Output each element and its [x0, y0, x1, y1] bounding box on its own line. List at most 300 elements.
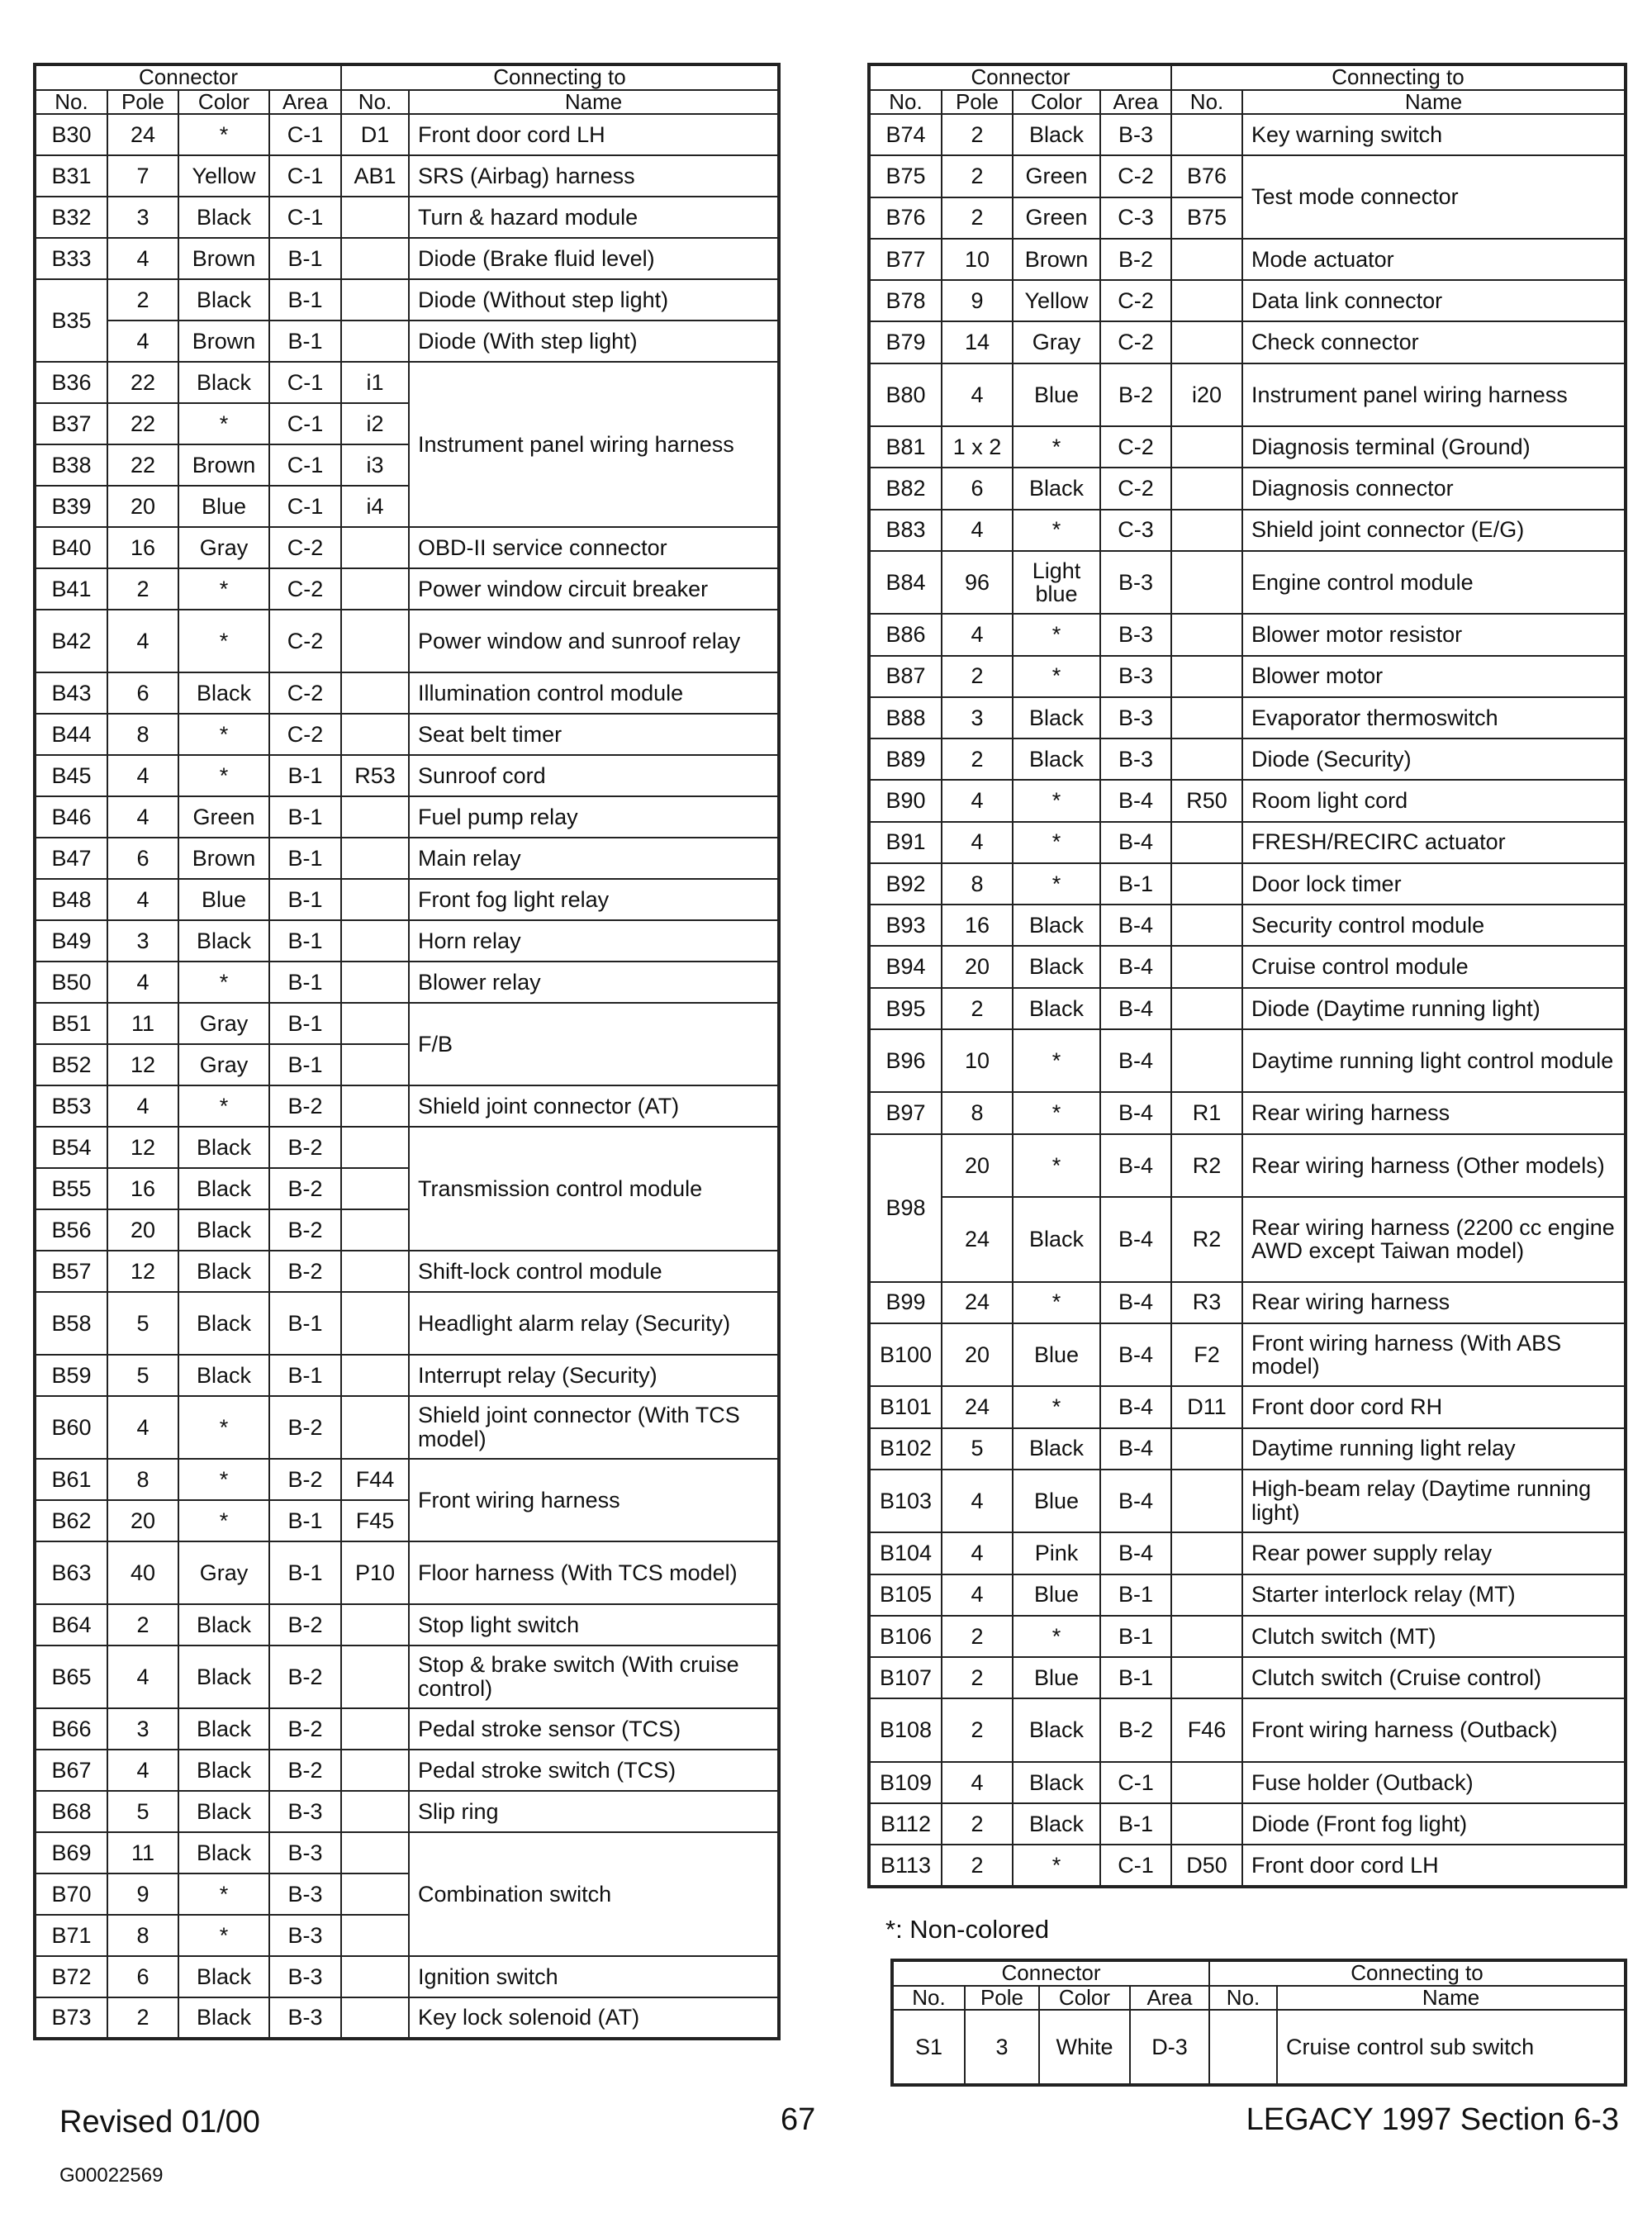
cell-pole: 24	[107, 114, 178, 155]
cell-pole: 10	[942, 1029, 1013, 1092]
cell-pole: 9	[942, 280, 1013, 321]
cell-pole: 6	[942, 468, 1013, 509]
cell-color: Green	[1013, 197, 1100, 239]
cell-area: C-1	[269, 114, 341, 155]
cell-pole: 8	[107, 1915, 178, 1956]
cell-to-no: i1	[341, 362, 409, 403]
cell-no: B37	[35, 403, 107, 444]
cell-name: Stop light switch	[409, 1604, 779, 1646]
cell-color: *	[178, 755, 269, 796]
cell-name: Pedal stroke sensor (TCS)	[409, 1708, 779, 1750]
cell-pole: 20	[942, 946, 1013, 987]
table-row	[869, 697, 1626, 738]
cell-pole: 16	[107, 527, 178, 568]
table-row	[869, 510, 1626, 551]
cell-name: Power window circuit breaker	[409, 568, 779, 610]
table-row	[869, 1092, 1626, 1133]
cell-pole: 20	[942, 1134, 1013, 1197]
cell-to-no	[341, 1915, 409, 1956]
cell-no: B42	[35, 610, 107, 672]
cell-pole: 16	[107, 1168, 178, 1209]
cell-name: High-beam relay (Daytime running light)	[1242, 1470, 1626, 1532]
table-row	[35, 879, 779, 920]
cell-area: B-1	[269, 920, 341, 962]
cell-to-no: D50	[1171, 1845, 1242, 1887]
col-name: Name	[409, 90, 779, 115]
cell-area: B-1	[269, 279, 341, 321]
col-pole: Pole	[942, 90, 1013, 115]
cell-color: Black	[178, 1292, 269, 1355]
cell-area: C-3	[1100, 510, 1171, 551]
cell-no: B80	[869, 363, 942, 426]
col-color: Color	[178, 90, 269, 115]
table-row	[35, 796, 779, 838]
cell-to-no	[1171, 510, 1242, 551]
cell-area: B-3	[1100, 656, 1171, 697]
cell-no: B94	[869, 946, 942, 987]
cell-no: B103	[869, 1470, 942, 1532]
cell-name: Front door cord RH	[1242, 1386, 1626, 1427]
cell-name: Test mode connector	[1242, 155, 1626, 239]
table-row	[869, 1574, 1626, 1616]
cell-color: Black	[1013, 1197, 1100, 1282]
cell-area: C-2	[1100, 155, 1171, 197]
cell-pole: 4	[107, 1396, 178, 1459]
cell-pole: 8	[107, 714, 178, 755]
cell-area: B-4	[1100, 1428, 1171, 1470]
table-row	[869, 1470, 1626, 1532]
table-row	[869, 155, 1626, 197]
cell-no: B46	[35, 796, 107, 838]
cell-no: B38	[35, 444, 107, 486]
cell-pole: 12	[107, 1251, 178, 1292]
cell-name: Combination switch	[409, 1832, 779, 1956]
table-row	[892, 2010, 1626, 2085]
cell-name: Rear wiring harness	[1242, 1092, 1626, 1133]
cell-no: B45	[35, 755, 107, 796]
cell-name: Check connector	[1242, 321, 1626, 363]
cell-no: B87	[869, 656, 942, 697]
cell-no: B54	[35, 1127, 107, 1168]
cell-no: B107	[869, 1657, 942, 1698]
cell-no: B113	[869, 1845, 942, 1887]
cell-area: C-1	[1100, 1762, 1171, 1803]
cell-no: B70	[35, 1873, 107, 1915]
cell-no: S1	[892, 2010, 965, 2085]
cell-name: Front fog light relay	[409, 879, 779, 920]
cell-name: Cruise control sub switch	[1277, 2010, 1626, 2085]
cell-no: B92	[869, 863, 942, 905]
col-to-no: No.	[1171, 90, 1242, 115]
cell-pole: 2	[942, 1657, 1013, 1698]
cell-no: B30	[35, 114, 107, 155]
cell-to-no	[341, 279, 409, 321]
cell-no: B95	[869, 988, 942, 1029]
table-row	[35, 114, 779, 155]
cell-pole: 4	[107, 610, 178, 672]
cell-area: B-1	[269, 1500, 341, 1541]
cell-pole: 4	[107, 1085, 178, 1127]
cell-to-no: F2	[1171, 1323, 1242, 1386]
table-row	[869, 114, 1626, 155]
cell-area: C-2	[1100, 280, 1171, 321]
table-row	[869, 1323, 1626, 1386]
col-color: Color	[1013, 90, 1100, 115]
cell-pole: 24	[942, 1386, 1013, 1427]
cell-no: B99	[869, 1282, 942, 1323]
cell-color: Gray	[178, 1541, 269, 1604]
cell-area: B-1	[269, 1044, 341, 1085]
col-to-no: No.	[1209, 1986, 1277, 2011]
cell-to-no: R50	[1171, 780, 1242, 821]
cell-no: B31	[35, 155, 107, 197]
cell-no: B75	[869, 155, 942, 197]
cell-pole: 3	[965, 2010, 1039, 2085]
cell-pole: 2	[942, 656, 1013, 697]
table-row	[869, 239, 1626, 280]
cell-pole: 4	[942, 822, 1013, 863]
table-row	[869, 780, 1626, 821]
table-row	[869, 1532, 1626, 1574]
cell-pole: 11	[107, 1832, 178, 1873]
table-row	[869, 822, 1626, 863]
cell-name: Room light cord	[1242, 780, 1626, 821]
cell-name: Blower relay	[409, 962, 779, 1003]
table-row	[35, 362, 779, 403]
cell-area: B-4	[1100, 988, 1171, 1029]
cell-color: *	[1013, 1134, 1100, 1197]
cell-name: Starter interlock relay (MT)	[1242, 1574, 1626, 1616]
cell-to-no	[1171, 1029, 1242, 1092]
cell-color: *	[178, 1500, 269, 1541]
cell-name: Turn & hazard module	[409, 197, 779, 238]
cell-no: B83	[869, 510, 942, 551]
cell-no: B104	[869, 1532, 942, 1574]
cell-pole: 16	[942, 905, 1013, 946]
page-number: 67	[781, 2102, 816, 2137]
table-row	[35, 1832, 779, 1873]
table-row	[35, 1355, 779, 1396]
cell-pole: 11	[107, 1003, 178, 1044]
cell-pole: 4	[942, 1574, 1013, 1616]
cell-to-no	[341, 1355, 409, 1396]
cell-area: B-1	[269, 1003, 341, 1044]
cell-color: Black	[178, 1791, 269, 1832]
cell-no: B86	[869, 614, 942, 655]
cell-no: B77	[869, 239, 942, 280]
table-row	[35, 279, 779, 321]
cell-color: Brown	[178, 444, 269, 486]
table-row	[869, 1762, 1626, 1803]
cell-no: B93	[869, 905, 942, 946]
cell-pole: 4	[107, 238, 178, 279]
cell-name: Front door cord LH	[1242, 1845, 1626, 1887]
cell-to-no	[341, 1085, 409, 1127]
cell-area: B-2	[1100, 1698, 1171, 1761]
cell-to-no	[1171, 656, 1242, 697]
table-row	[35, 1604, 779, 1646]
cell-name: Data link connector	[1242, 280, 1626, 321]
cell-area: B-2	[269, 1750, 341, 1791]
cell-no: B100	[869, 1323, 942, 1386]
cell-color: Black	[1013, 468, 1100, 509]
cell-color: *	[178, 1459, 269, 1500]
table-row	[869, 1803, 1626, 1845]
cell-no: B82	[869, 468, 942, 509]
cell-color: *	[178, 1873, 269, 1915]
table-row	[869, 426, 1626, 468]
cell-to-no	[1171, 822, 1242, 863]
cell-area: B-1	[269, 1355, 341, 1396]
cell-color: *	[178, 962, 269, 1003]
cell-pole: 20	[107, 486, 178, 527]
cell-pole: 20	[107, 1209, 178, 1251]
cell-name: Front door cord LH	[409, 114, 779, 155]
cell-pole: 12	[107, 1127, 178, 1168]
cell-name: Pedal stroke switch (TCS)	[409, 1750, 779, 1791]
cell-pole: 10	[942, 239, 1013, 280]
cell-name: Rear power supply relay	[1242, 1532, 1626, 1574]
table-row	[869, 1616, 1626, 1657]
table-row	[869, 1428, 1626, 1470]
cell-name: Rear wiring harness (Other models)	[1242, 1134, 1626, 1197]
cell-to-no: R2	[1171, 1197, 1242, 1282]
cell-pole: 20	[942, 1323, 1013, 1386]
table-row	[869, 1698, 1626, 1761]
table-row	[869, 988, 1626, 1029]
cell-name: Horn relay	[409, 920, 779, 962]
cell-name: Diagnosis connector	[1242, 468, 1626, 509]
cell-area: B-4	[1100, 822, 1171, 863]
cell-color: Black	[178, 1127, 269, 1168]
cell-name: Door lock timer	[1242, 863, 1626, 905]
cell-area: C-2	[269, 527, 341, 568]
cell-area: B-2	[1100, 363, 1171, 426]
cell-to-no	[1171, 1657, 1242, 1698]
cell-area: C-2	[1100, 321, 1171, 363]
cell-color: Brown	[178, 838, 269, 879]
cell-color: *	[1013, 1616, 1100, 1657]
cell-name: Floor harness (With TCS model)	[409, 1541, 779, 1604]
table-row	[35, 1956, 779, 1997]
cell-color: *	[178, 1085, 269, 1127]
cell-name: Front wiring harness (With ABS model)	[1242, 1323, 1626, 1386]
cell-name: Power window and sunroof relay	[409, 610, 779, 672]
cell-color: Black	[178, 1168, 269, 1209]
cell-pole: 4	[107, 755, 178, 796]
cell-pole: 40	[107, 1541, 178, 1604]
table-row	[35, 1791, 779, 1832]
cell-no: B55	[35, 1168, 107, 1209]
cell-color: Black	[178, 1832, 269, 1873]
cell-to-no	[1171, 321, 1242, 363]
cell-to-no	[341, 1209, 409, 1251]
cell-to-no	[341, 1127, 409, 1168]
cell-no: B59	[35, 1355, 107, 1396]
cell-color: Black	[1013, 114, 1100, 155]
cell-name: Instrument panel wiring harness	[409, 362, 779, 527]
cell-name: Rear wiring harness	[1242, 1282, 1626, 1323]
cell-area: B-3	[1100, 114, 1171, 155]
cell-color: *	[178, 403, 269, 444]
table-row	[35, 672, 779, 714]
cell-name: Rear wiring harness (2200 cc engine AWD except Taiwan model)	[1242, 1197, 1626, 1282]
cell-color: Black	[1013, 905, 1100, 946]
cell-color: Brown	[178, 321, 269, 362]
table-row	[35, 155, 779, 197]
cell-area: B-1	[1100, 863, 1171, 905]
table-row	[869, 1386, 1626, 1427]
connecting-to-header: Connecting to	[1209, 1960, 1626, 1986]
cell-pole: 7	[107, 155, 178, 197]
cell-to-no: F46	[1171, 1698, 1242, 1761]
cell-no: B78	[869, 280, 942, 321]
cell-area: B-1	[269, 1541, 341, 1604]
cell-area: C-1	[269, 403, 341, 444]
cell-pole: 2	[942, 197, 1013, 239]
cell-name: Engine control module	[1242, 551, 1626, 614]
cell-pole: 2	[942, 738, 1013, 780]
cell-to-no	[341, 1997, 409, 2039]
cell-color: Blue	[1013, 363, 1100, 426]
cell-area: B-2	[269, 1085, 341, 1127]
cell-to-no	[1171, 280, 1242, 321]
cell-pole: 4	[107, 321, 178, 362]
cell-color: Green	[178, 796, 269, 838]
cell-color: Black	[1013, 1803, 1100, 1845]
table-row	[869, 656, 1626, 697]
table-row	[35, 527, 779, 568]
connecting-to-header: Connecting to	[1171, 64, 1626, 90]
cell-no: B101	[869, 1386, 942, 1427]
cell-pole: 20	[107, 1500, 178, 1541]
cell-name: Key lock solenoid (AT)	[409, 1997, 779, 2039]
cell-name: Shift-lock control module	[409, 1251, 779, 1292]
cell-to-no	[1171, 1428, 1242, 1470]
cell-pole: 6	[107, 838, 178, 879]
cell-color: *	[178, 610, 269, 672]
cell-color: Black	[178, 1750, 269, 1791]
cell-color: Gray	[178, 527, 269, 568]
cell-to-no	[341, 1873, 409, 1915]
cell-color: Yellow	[178, 155, 269, 197]
section-label: LEGACY 1997 Section 6-3	[1246, 2102, 1619, 2137]
cell-to-no: i20	[1171, 363, 1242, 426]
col-area: Area	[1100, 90, 1171, 115]
table-row	[35, 1396, 779, 1459]
cell-to-no	[341, 1956, 409, 1997]
table-row	[869, 321, 1626, 363]
table-row	[35, 755, 779, 796]
cell-area: C-2	[269, 714, 341, 755]
revised-date: Revised 01/00	[59, 2105, 260, 2139]
cell-name: Security control module	[1242, 905, 1626, 946]
cell-no: B98	[869, 1134, 942, 1282]
cell-no: B64	[35, 1604, 107, 1646]
cell-name: OBD-II service connector	[409, 527, 779, 568]
cell-name: Slip ring	[409, 1791, 779, 1832]
cell-area: B-4	[1100, 1470, 1171, 1532]
cell-no: B58	[35, 1292, 107, 1355]
cell-pole: 4	[107, 879, 178, 920]
cell-color: Black	[178, 1209, 269, 1251]
cell-area: B-1	[1100, 1574, 1171, 1616]
table-row	[35, 238, 779, 279]
table-row	[35, 1251, 779, 1292]
cell-pole: 2	[107, 1604, 178, 1646]
cell-to-no: i3	[341, 444, 409, 486]
cell-color: Black	[178, 672, 269, 714]
cell-no: B60	[35, 1396, 107, 1459]
connector-header: Connector	[35, 64, 341, 90]
cell-to-no: F45	[341, 1500, 409, 1541]
cell-area: C-1	[1100, 1845, 1171, 1887]
table-row	[35, 1003, 779, 1044]
table-row	[869, 614, 1626, 655]
cell-color: Black	[178, 1997, 269, 2039]
cell-area: B-2	[269, 1646, 341, 1708]
cell-pole: 2	[942, 1698, 1013, 1761]
connector-header: Connector	[892, 1960, 1209, 1986]
cell-to-no	[341, 1292, 409, 1355]
cell-no: B40	[35, 527, 107, 568]
cell-name: Diode (Daytime running light)	[1242, 988, 1626, 1029]
cell-area: C-1	[269, 362, 341, 403]
cell-to-no	[1171, 1532, 1242, 1574]
cell-pole: 2	[942, 1803, 1013, 1845]
cell-no: B66	[35, 1708, 107, 1750]
cell-name: Interrupt relay (Security)	[409, 1355, 779, 1396]
cell-area: B-1	[269, 1292, 341, 1355]
cell-area: B-1	[1100, 1803, 1171, 1845]
cell-color: *	[178, 1396, 269, 1459]
cell-area: B-4	[1100, 905, 1171, 946]
cell-to-no	[341, 197, 409, 238]
cell-name: Key warning switch	[1242, 114, 1626, 155]
cell-to-no	[1171, 468, 1242, 509]
cell-name: Front wiring harness	[409, 1459, 779, 1541]
cell-area: B-1	[269, 879, 341, 920]
cell-no: B106	[869, 1616, 942, 1657]
cell-no: B44	[35, 714, 107, 755]
table-row	[35, 1750, 779, 1791]
cell-no: B81	[869, 426, 942, 468]
cell-pole: 8	[942, 1092, 1013, 1133]
cell-to-no	[341, 1750, 409, 1791]
cell-to-no	[1171, 1762, 1242, 1803]
col-to-no: No.	[341, 90, 409, 115]
table-row	[869, 738, 1626, 780]
cell-color: White	[1039, 2010, 1130, 2085]
cell-to-no	[341, 796, 409, 838]
cell-pole: 22	[107, 403, 178, 444]
cell-pole: 3	[107, 920, 178, 962]
cell-no: B91	[869, 822, 942, 863]
connector-table-s	[890, 1959, 1627, 2087]
table-row	[35, 1459, 779, 1500]
cell-to-no	[1171, 697, 1242, 738]
cell-area: B-4	[1100, 1323, 1171, 1386]
cell-color: Black	[178, 1956, 269, 1997]
cell-no: B79	[869, 321, 942, 363]
cell-no: B63	[35, 1541, 107, 1604]
cell-no: B57	[35, 1251, 107, 1292]
cell-area: B-1	[1100, 1616, 1171, 1657]
cell-pole: 4	[107, 1750, 178, 1791]
cell-to-no	[341, 1832, 409, 1873]
table-row	[869, 468, 1626, 509]
cell-name: Blower motor	[1242, 656, 1626, 697]
